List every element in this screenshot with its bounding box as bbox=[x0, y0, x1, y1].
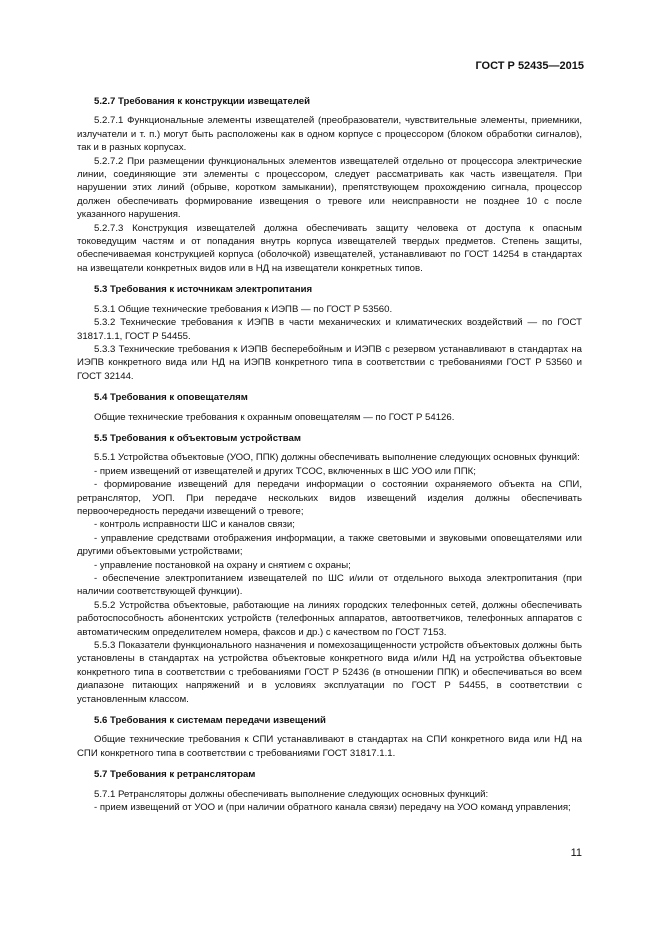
section-heading: 5.5 Требования к объектовым устройствам bbox=[94, 432, 301, 444]
paragraph: - прием извещений от УОО и (при наличии обратного канала связи) передачу на УОО команд управления; bbox=[94, 802, 571, 814]
paragraph: 5.5.2 Устройства объектовые, работающие на линиях городских телефонных сетей, должны обеспечивать работоспособность абонентских устройств (телефонных аппаратов, автоответчиков, телефонных аппаратов с автоматическим определителем номера, факсов и др.) с качеством по ГОСТ 7153. bbox=[77, 599, 582, 638]
paragraph: 5.5.1 Устройства объектовые (УОО, ППК) должны обеспечивать выполнение следующих основных функций: bbox=[94, 452, 580, 464]
paragraph: 5.3.3 Технические требования к ИЭПВ бесперебойным и ИЭПВ с резервом устанавливают в стандартах на ИЭПВ конкретного вида или НД на ИЭПВ конкретного типа в соответствии с требованиями ГОСТ Р 53560 и ГОСТ 32144. bbox=[77, 343, 582, 382]
paragraph: Общие технические требования к СПИ устанавливают в стандартах на СПИ конкретного вида или НД на СПИ конкретного типа в соответствии с требованиями ГОСТ 31817.1.1. bbox=[77, 734, 582, 759]
section-heading: 5.6 Требования к системам передачи извещений bbox=[94, 715, 326, 727]
paragraph: - обеспечение электропитанием извещателей по ШС и/или от отдельного выхода электропитания (при наличии соответствующей функции). bbox=[77, 573, 582, 598]
section-heading: 5.7 Требования к ретрансляторам bbox=[94, 769, 256, 781]
document-header: ГОСТ Р 52435—2015 bbox=[475, 60, 584, 72]
document-body bbox=[77, 95, 582, 815]
paragraph: 5.3.1 Общие технические требования к ИЭПВ — по ГОСТ Р 53560. bbox=[94, 303, 393, 315]
paragraph: Общие технические требования к охранным оповещателям — по ГОСТ Р 54126. bbox=[94, 411, 455, 423]
paragraph: - формирование извещений для передачи информации о состоянии охраняемого объекта на СПИ, ретранслятор, УОП. При передаче нескольких видов извещений изделия должны обеспечивать первоочередность передачи извещений о тревоге; bbox=[77, 479, 582, 517]
page-number: 11 bbox=[570, 847, 582, 859]
paragraph: - управление постановкой на охрану и снятием с охраны; bbox=[94, 559, 351, 571]
paragraph: 5.2.7.1 Функциональные элементы извещателей (преобразователи, чувствительные элементы, приемники, излучатели и т. п.) могут быть расположены как в одном корпусе с процессором (блоком обработки сигналов), так и в разных корпусах. bbox=[77, 115, 582, 154]
section-heading: 5.2.7 Требования к конструкции извещателей bbox=[94, 96, 311, 107]
paragraph: - контроль исправности ШС и каналов связи; bbox=[94, 519, 295, 531]
paragraph: - прием извещений от извещателей и других ТСОС, включенных в ШС УОО или ППК; bbox=[94, 465, 476, 477]
paragraph: 5.2.7.2 При размещении функциональных элементов извещателей отдельно от процессора электрические линии, соединяющие эти элементы с процессором, следует рассматривать как часть извещателя. При нарушении этих линий (обрыве, коротком замыкании), препятствующем прохождению сигнала, процессор должен обеспечивать формирование извещения о тревоге или неисправности не позднее 10 с после указанного нарушения. bbox=[77, 155, 582, 221]
paragraph: 5.2.7.3 Конструкция извещателей должна обеспечивать защиту человека от доступа к опасным токоведущим частям и от попадания внутрь корпуса извещателей твердых предметов. Степень защиты, обеспечиваемая конструкцией корпуса (оболочкой) извещателей, устанавливают по ГОСТ 14254 в стандартах на извещатели конкретных видов или в НД на извещатели конкретных типов. bbox=[77, 222, 582, 274]
paragraph: - управление средствами отображения информации, а также световыми и звуковыми оповещателями или другими объектовыми устройствами; bbox=[77, 532, 582, 558]
section-heading: 5.4 Требования к оповещателям bbox=[94, 392, 248, 404]
paragraph: 5.7.1 Ретрансляторы должны обеспечивать выполнение следующих основных функций: bbox=[94, 788, 489, 800]
paragraph: 5.5.3 Показатели функционального назначения и помехозащищенности устройств объектовых должны быть установлены в стандартах на устройства объектовые конкретного вида и/или НД на устройства объектовые конкретного типа в соответствии с требованиями ГОСТ Р 52436 (в отношении ППК) и обеспечиваться во всем диапазоне питающих напряжений и в условиях эксплуатации по ГОСТ Р 54455, в соответствии с установленным классом. bbox=[77, 640, 582, 705]
section-heading: 5.3 Требования к источникам электропитания bbox=[94, 284, 313, 296]
paragraph: 5.3.2 Технические требования к ИЭПВ в части механических и климатических воздействий — по ГОСТ 31817.1.1, ГОСТ Р 54455. bbox=[77, 317, 582, 342]
